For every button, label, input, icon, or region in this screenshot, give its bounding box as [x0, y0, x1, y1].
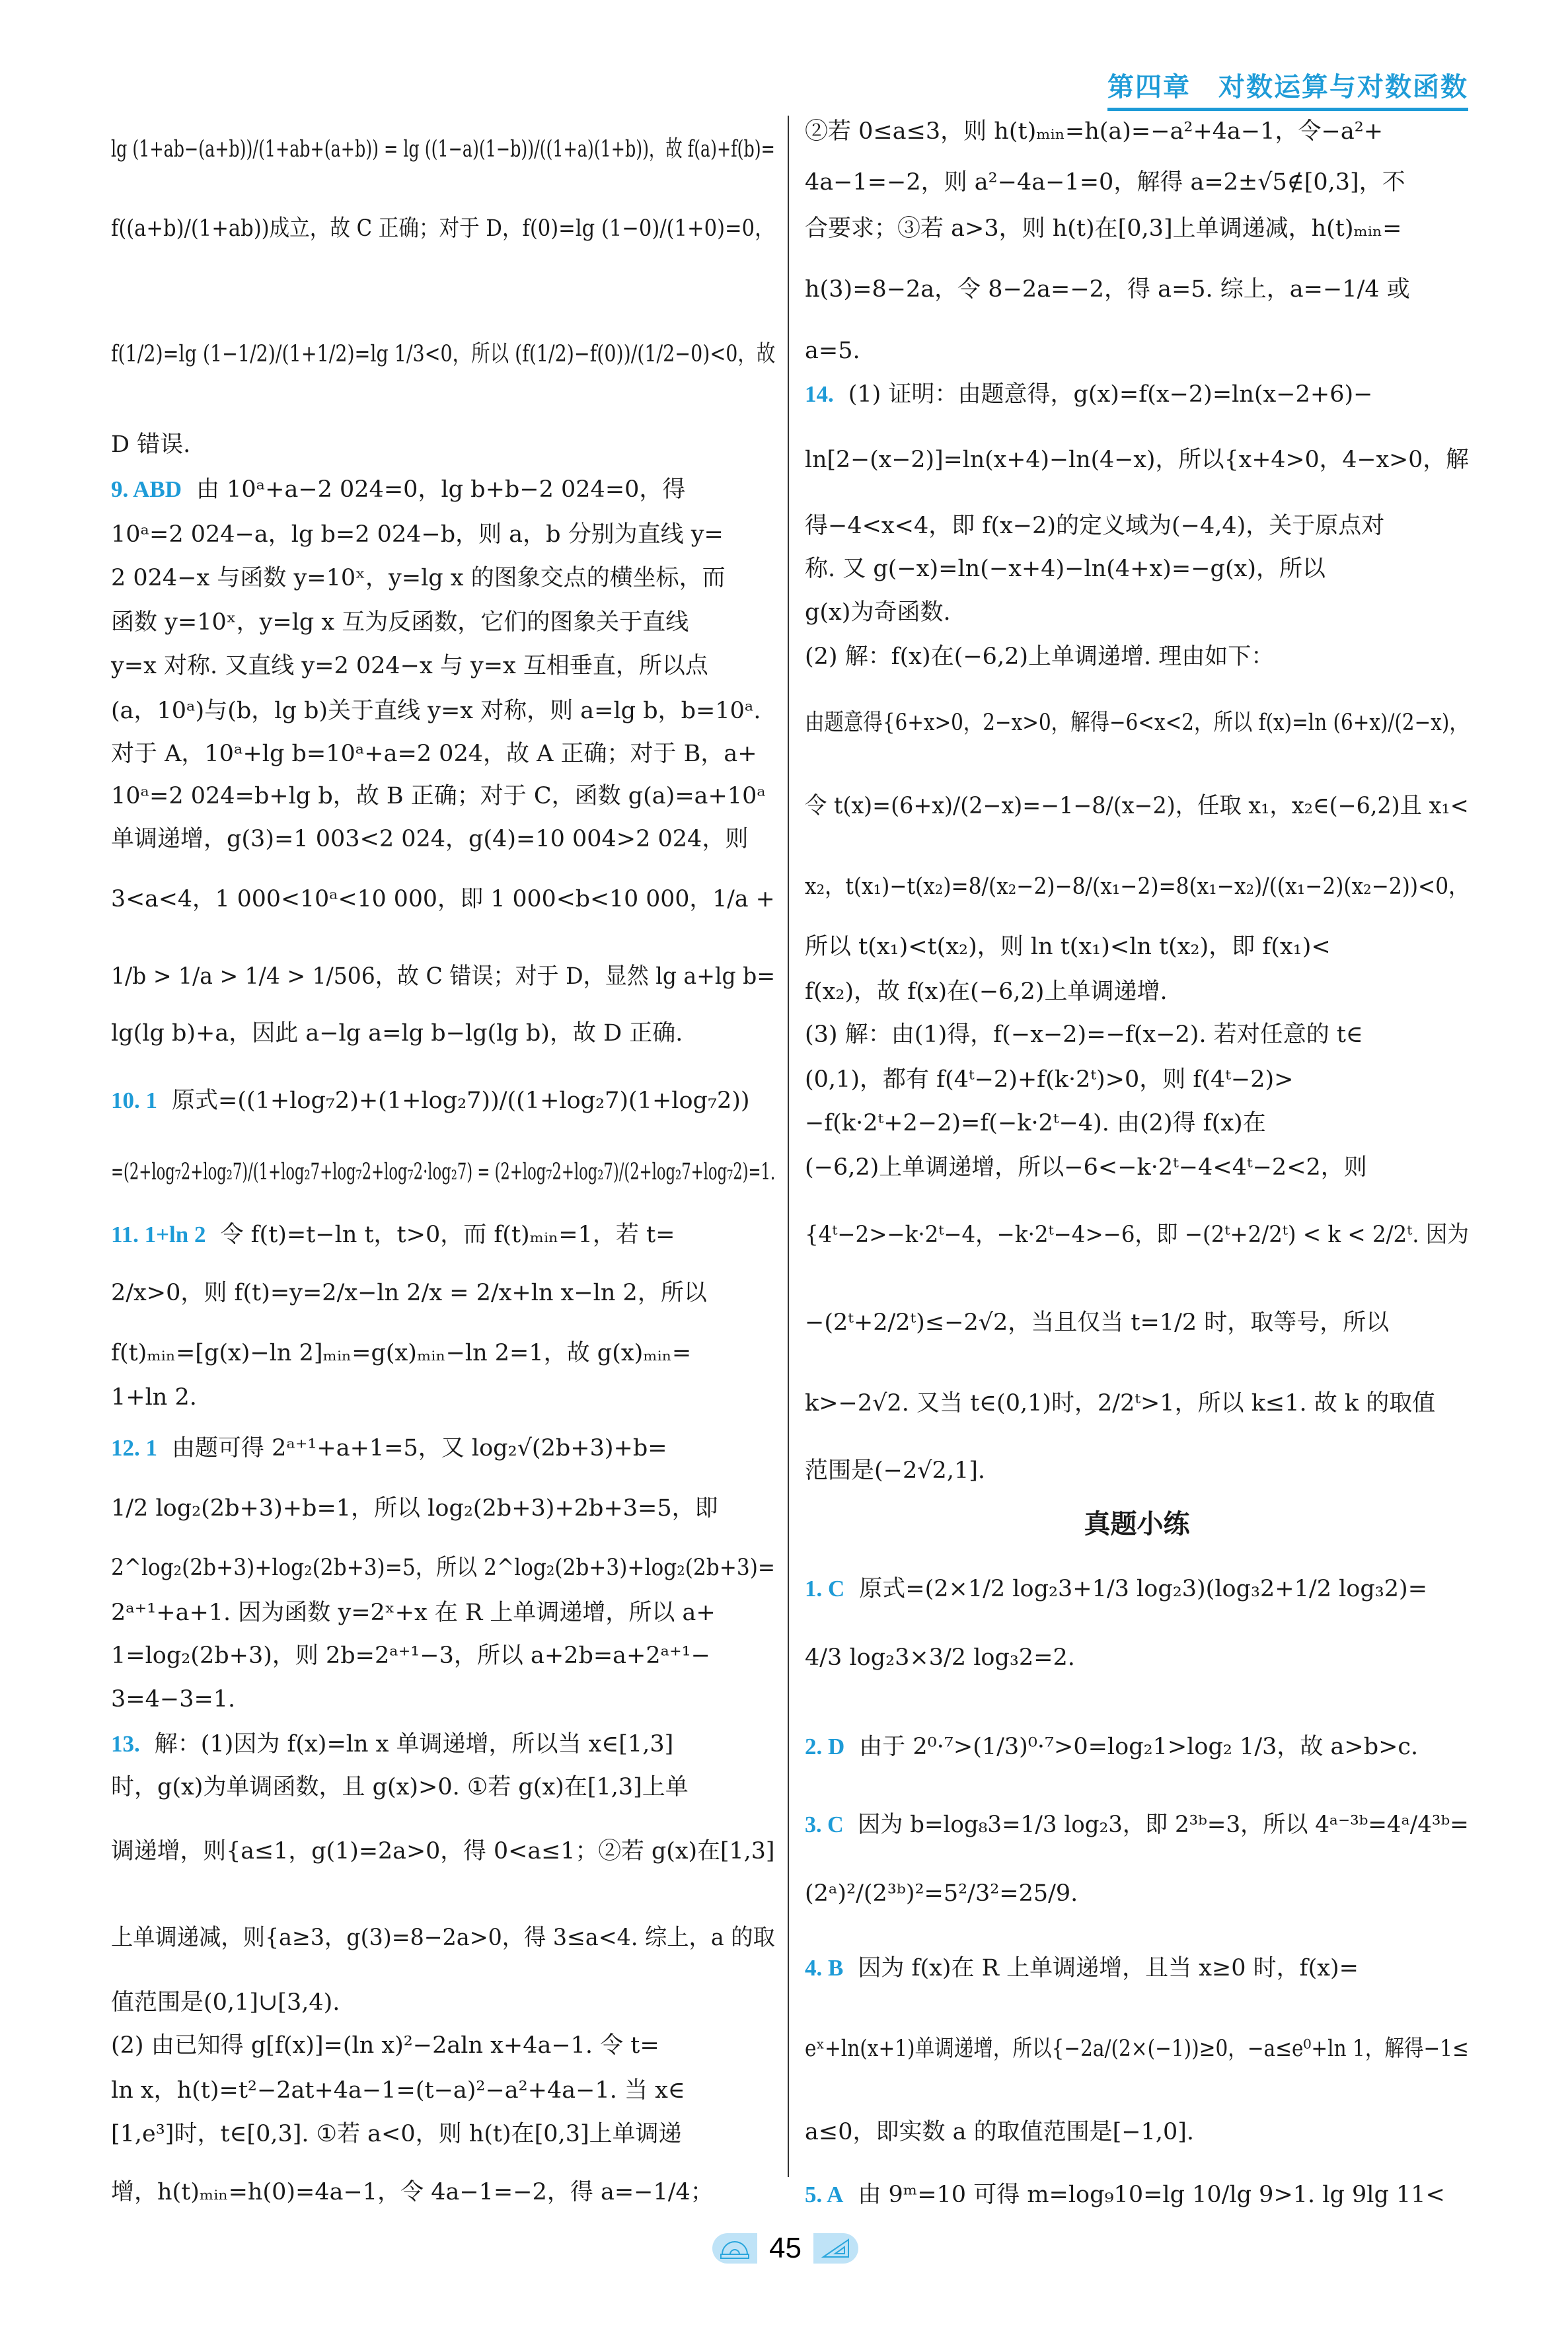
answer-line — [111, 1158, 775, 1187]
answer-line — [111, 1494, 718, 1523]
answer-line — [111, 1730, 673, 1759]
answer-line — [805, 932, 1331, 961]
answer-line — [111, 739, 757, 768]
answer-text: g(x)为奇函数. — [805, 599, 951, 626]
answer-number: 4. B — [805, 1954, 844, 1981]
answer-line — [805, 1389, 1435, 1418]
answer-line — [111, 214, 775, 243]
answer-line — [111, 1434, 667, 1463]
answer-line — [805, 445, 1469, 474]
answer-text: 单调递增，g(3)=1 003<2 024，g(4)=10 004>2 024，则 — [111, 826, 749, 853]
answer-line — [805, 1456, 985, 1485]
answer-text: 解：(1)因为 f(x)=ln x 单调递增，所以当 x∈[1,3] — [154, 1730, 674, 1757]
page-footer — [712, 2232, 858, 2265]
answer-line — [805, 1954, 1359, 1983]
answer-text: 10ᵃ=2 024−a，lg b=2 024−b，则 a，b 分别为直线 y= — [111, 521, 724, 548]
answer-text: 上单调递减，则{a≥3，g(3)=8−2a>0，得 3≤a<4. 综上，a 的取 — [111, 1925, 775, 1952]
answer-line — [805, 872, 1469, 901]
answer-line — [111, 520, 724, 549]
answer-line — [805, 1020, 1363, 1049]
answer-line — [111, 1383, 197, 1412]
page-number: 45 — [769, 2232, 802, 2264]
answer-line — [111, 430, 190, 459]
answer-text: −(2ᵗ+2/2ᵗ)≤−2√2，当且仅当 t=1/2 时，取等号，所以 — [805, 1310, 1390, 1337]
answer-text: 2ᵃ⁺¹+a+1. 因为函数 y=2ˣ+x 在 R 上单调递增，所以 a+ — [111, 1599, 716, 1626]
answer-line — [111, 1019, 683, 1048]
set-square-icon — [813, 2233, 858, 2264]
answer-line — [805, 1109, 1266, 1138]
answer-text: 1/2 log₂(2b+3)+b=1，所以 log₂(2b+3)+2b+3=5，即 — [111, 1495, 718, 1522]
answer-text: 令 t(x)=(6+x)/(2−x)=−1−8/(x−2)，任取 x₁，x₂∈(−6,2)且 x₁< — [805, 793, 1469, 820]
answer-number: 10. 1 — [111, 1087, 157, 1113]
answer-line — [111, 651, 708, 681]
answer-text: 称. 又 g(−x)=ln(−x+4)−ln(4+x)=−g(x)，所以 — [805, 556, 1325, 583]
answer-text: 3=4−3=1. — [111, 1685, 236, 1713]
answer-line — [111, 2178, 714, 2207]
answer-text: x₂，t(x₁)−t(x₂)=8/(x₂−2)−8/(x₁−2)=8(x₁−x₂)/((x₁−2)(x₂−2))<0， — [805, 873, 1470, 901]
answer-text: 4a−1=−2，则 a²−4a−1=0，解得 a=2±√5∉[0,3]，不 — [805, 168, 1405, 196]
answer-text: k>−2√2. 又当 t∈(0,1)时，2/2ᵗ>1，所以 k≤1. 故 k 的取值 — [805, 1390, 1436, 1417]
answer-text: −f(k·2ᵗ+2−2)=f(−k·2ᵗ−4). 由(2)得 f(x)在 — [805, 1109, 1266, 1136]
answer-text: 1/b > 1/a > 1/4 > 1/506，故 C 错误；对于 D，显然 lg a+lg b= — [111, 963, 776, 990]
answer-line — [111, 1339, 691, 1368]
answer-line — [805, 168, 1405, 197]
answer-line — [111, 962, 775, 991]
answer-line — [111, 1598, 716, 1627]
answer-number: 9. ABD — [111, 476, 182, 503]
answer-number: 1. C — [805, 1575, 845, 1602]
answer-text: 由 10ᵃ+a−2 024=0，lg b+b−2 024=0，得 — [196, 476, 686, 503]
answer-text: (a，10ᵃ)与(b，lg b)关于直线 y=x 对称，则 a=lg b，b=10ᵃ. — [111, 697, 761, 724]
answer-line — [111, 2120, 682, 2149]
answer-text: 令 f(t)=t−ln t，t>0，而 f(t)ₘᵢₙ=1，若 t= — [220, 1222, 675, 1249]
answer-text: 因为 f(x)在 R 上单调递增，且当 x≥0 时，f(x)= — [858, 1954, 1359, 1981]
answer-text: 原式=(2×1/2 log₂3+1/3 log₂3)(log₃2+1/2 log₃2)= — [859, 1575, 1428, 1602]
answer-line — [805, 1810, 1469, 1839]
answer-line — [805, 117, 1383, 146]
answer-line — [111, 885, 775, 914]
answer-text: lg(lg b)+a，因此 a−lg a=lg b−lg(lg b)，故 D 正确. — [111, 1019, 683, 1047]
answer-text: ②若 0≤a≤3，则 h(t)ₘᵢₙ=h(a)=−a²+4a−1，令−a²+ — [805, 118, 1384, 145]
answer-line — [111, 696, 761, 725]
answer-text: (2ᵃ)²/(2³ᵇ)²=5²/3²=25/9. — [805, 1880, 1078, 1907]
answer-line — [805, 1643, 1075, 1672]
answer-line — [805, 1220, 1469, 1249]
answer-text: (−6,2)上单调递增，所以−6<−k·2ᵗ−4<4ᵗ−2<2，则 — [805, 1154, 1367, 1181]
answer-text: 因为 b=log₈3=1/3 log₂3，即 2³ᵇ=3，所以 4ᵃ⁻³ᵇ=4ᵃ/4³ᵇ= — [858, 1811, 1469, 1838]
chapter-title: 第四章 对数运算与对数函数 — [1107, 66, 1468, 111]
answer-line — [805, 1153, 1367, 1182]
answer-line — [111, 1837, 775, 1866]
answer-line — [805, 642, 1274, 671]
answer-line — [111, 608, 689, 637]
answer-line — [805, 380, 1372, 409]
answer-text: 2^log₂(2b+3)+log₂(2b+3)=5，所以 2^log₂(2b+3)+log₂(2b+3)= — [111, 1555, 775, 1581]
answer-text: h(3)=8−2a，令 8−2a=−2，得 a=5. 综上，a=−1/4 或 — [805, 276, 1410, 303]
section-heading-text: 真题小练 — [1084, 1509, 1190, 1540]
answer-number: 14. — [805, 381, 834, 407]
answer-text: {4ᵗ−2>−k·2ᵗ−4，−k·2ᵗ−4>−6，即 −(2ᵗ+2/2ᵗ) < k < 2/2ᵗ. 因为 — [805, 1222, 1469, 1249]
answer-line — [805, 554, 1325, 583]
answer-text: 函数 y=10ˣ，y=lg x 互为反函数，它们的图象关于直线 — [111, 609, 689, 636]
answer-line — [805, 275, 1410, 304]
answer-line — [111, 1641, 710, 1670]
answer-text: 由于 2⁰·⁷>(1/3)⁰·⁷>0=log₂1>log₂ 1/3，故 a>b>c. — [859, 1734, 1419, 1761]
answer-line — [111, 782, 766, 811]
answer-line — [805, 2034, 1469, 2063]
answer-text: (1) 证明：由题意得，g(x)=f(x−2)=ln(x−2+6)− — [848, 381, 1373, 408]
answer-number: 12. 1 — [111, 1435, 157, 1461]
answer-line — [805, 792, 1469, 821]
answer-text: f(t)ₘᵢₙ=[g(x)−ln 2]ₘᵢₙ=g(x)ₘᵢₙ−ln 2=1，故 g(x)ₘᵢₙ= — [111, 1339, 692, 1366]
answer-text: 3<a<4，1 000<10ᵃ<10 000，即 1 000<b<10 000，1/a + — [111, 885, 775, 912]
answer-number: 13. — [111, 1730, 140, 1757]
answer-text: D 错误. — [111, 431, 191, 459]
answer-text: (0,1)，都有 f(4ᵗ−2)+f(k·2ᵗ)>0，则 f(4ᵗ−2)> — [805, 1066, 1294, 1093]
answer-number: 2. D — [805, 1734, 845, 1760]
answer-line — [805, 2118, 1194, 2147]
answer-line — [805, 977, 1168, 1006]
answer-line — [111, 1988, 340, 2017]
answer-text: 4/3 log₂3×3/2 log₃2=2. — [805, 1644, 1075, 1671]
answer-text: 范围是(−2√2,1]. — [805, 1458, 985, 1485]
answer-text: =(2+log₇2+log₂7)/(1+log₂7+log₇2+log₇2·log₂7) = (2+log₇2+log₂7)/(2+log₂7+log₇2)=1. — [111, 1159, 776, 1186]
answer-line — [805, 598, 951, 627]
answer-line — [111, 340, 775, 369]
answer-line — [111, 825, 748, 854]
answer-line — [805, 1065, 1293, 1094]
answer-text: 1=log₂(2b+3)，则 2b=2ᵃ⁺¹−3，所以 a+2b=a+2ᵃ⁺¹− — [111, 1642, 710, 1670]
answer-text: (3) 解：由(1)得，f(−x−2)=−f(x−2). 若对任意的 t∈ — [805, 1021, 1363, 1049]
answer-text: 由题可得 2ᵃ⁺¹+a+1=5，又 log₂√(2b+3)+b= — [172, 1435, 667, 1462]
protractor-icon — [712, 2233, 757, 2264]
answer-line — [805, 1879, 1078, 1908]
answer-line — [111, 135, 775, 164]
answer-line — [805, 2180, 1445, 2209]
answer-line — [111, 1685, 235, 1714]
answer-line — [111, 2076, 685, 2105]
answer-text: 对于 A，10ᵃ+lg b=10ᵃ+a=2 024，故 A 正确；对于 B，a+ — [111, 741, 757, 768]
column-divider — [788, 116, 789, 2177]
answer-text: a≤0，即实数 a 的取值范围是[−1,0]. — [805, 2119, 1195, 2146]
answer-line — [111, 1278, 707, 1308]
answer-text: ln[2−(x−2)]=ln(x+4)−ln(4−x)，所以{x+4>0，4−x>0，解 — [805, 447, 1469, 474]
answer-line — [805, 1574, 1427, 1604]
answer-text: (2) 由已知得 g[f(x)]=(ln x)²−2aln x+4a−1. 令 t= — [111, 2032, 659, 2059]
answer-line — [111, 475, 685, 504]
answer-line — [111, 1220, 675, 1249]
answer-number: 11. 1+ln 2 — [111, 1222, 206, 1248]
answer-line — [805, 511, 1384, 540]
answer-text: [1,e³]时，t∈[0,3]. ①若 a<0，则 h(t)在[0,3]上单调递 — [111, 2120, 682, 2147]
answer-line — [805, 1308, 1389, 1337]
answer-line — [111, 564, 726, 593]
answer-text: 10ᵃ=2 024=b+lg b，故 B 正确；对于 C，函数 g(a)=a+10ᵃ — [111, 782, 766, 809]
answer-text: 时，g(x)为单调函数，且 g(x)>0. ①若 g(x)在[1,3]上单 — [111, 1774, 689, 1801]
answer-text: 2 024−x 与函数 y=10ˣ，y=lg x 的图象交点的横坐标，而 — [111, 564, 726, 591]
answer-text: 原式=((1+log₇2)+(1+log₂7))/((1+log₂7)(1+log₇2)) — [172, 1087, 750, 1114]
answer-text: 合要求；③若 a>3，则 h(t)在[0,3]上单调递减，h(t)ₘᵢₙ= — [805, 215, 1402, 242]
answer-line — [111, 1553, 775, 1582]
answer-text: 1+ln 2. — [111, 1384, 197, 1411]
answer-text: eˣ+ln(x+1)单调递增，所以{−2a/(2×(−1))≥0，−a≤e⁰+ln 1，解得−1≤ — [805, 2035, 1469, 2062]
answer-text: a=5. — [805, 338, 860, 365]
answer-text: 由 9ᵐ=10 可得 m=log₉10=lg 10/lg 9>1. lg 9lg 11< — [858, 2182, 1445, 2209]
answer-line — [111, 2031, 659, 2060]
answer-line — [111, 1923, 775, 1952]
answer-text: 由题意得{6+x>0，2−x>0，解得−6<x<2，所以 f(x)=ln (6+x)/(2−x)， — [805, 709, 1469, 736]
answer-text: lg (1+ab−(a+b))/(1+ab+(a+b)) = lg ((1−a)(1−b))/((1+a)(1+b))，故 f(a)+f(b)= — [111, 136, 775, 163]
answer-text: 2/x>0，则 f(t)=y=2/x−ln 2/x = 2/x+ln x−ln 2，所以 — [111, 1280, 707, 1307]
answer-text: ln x，h(t)=t²−2at+4a−1=(t−a)²−a²+4a−1. 当 x∈ — [111, 2077, 685, 2104]
answer-text: 调递增，则{a≤1，g(1)=2a>0，得 0<a≤1；②若 g(x)在[1,3] — [111, 1838, 775, 1865]
answer-text: 得−4<x<4，即 f(x−2)的定义域为(−4,4)，关于原点对 — [805, 512, 1385, 539]
answer-line — [805, 1732, 1418, 1761]
answer-text: f((a+b)/(1+ab))成立，故 C 正确；对于 D，f(0)=lg (1−0)/(1+0)=0， — [111, 215, 775, 242]
answer-text: 所以 t(x₁)<t(x₂)，则 ln t(x₁)<ln t(x₂)，即 f(x₁)< — [805, 933, 1331, 960]
answer-number: 3. C — [805, 1811, 844, 1837]
answer-line — [111, 1086, 750, 1115]
answer-text: 增，h(t)ₘᵢₙ=h(0)=4a−1，令 4a−1=−2，得 a=−1/4； — [111, 2178, 714, 2205]
answer-text: y=x 对称. 又直线 y=2 024−x 与 y=x 互相垂直，所以点 — [111, 652, 708, 679]
answer-text: f(1/2)=lg (1−1/2)/(1+1/2)=lg 1/3<0，所以 (f(1/2)−f(0))/(1/2−0)<0，故 — [111, 340, 776, 367]
answer-line — [111, 1773, 689, 1802]
answer-line — [805, 214, 1402, 243]
answer-line — [805, 336, 860, 365]
section-heading — [1084, 1510, 1190, 1539]
answer-number: 5. A — [805, 2182, 844, 2208]
answer-text: f(x₂)，故 f(x)在(−6,2)上单调递增. — [805, 978, 1168, 1005]
answer-text: (2) 解：f(x)在(−6,2)上单调递增. 理由如下： — [805, 644, 1275, 671]
answer-text: 值范围是(0,1]∪[3,4). — [111, 1989, 340, 2016]
answer-line — [805, 708, 1469, 737]
